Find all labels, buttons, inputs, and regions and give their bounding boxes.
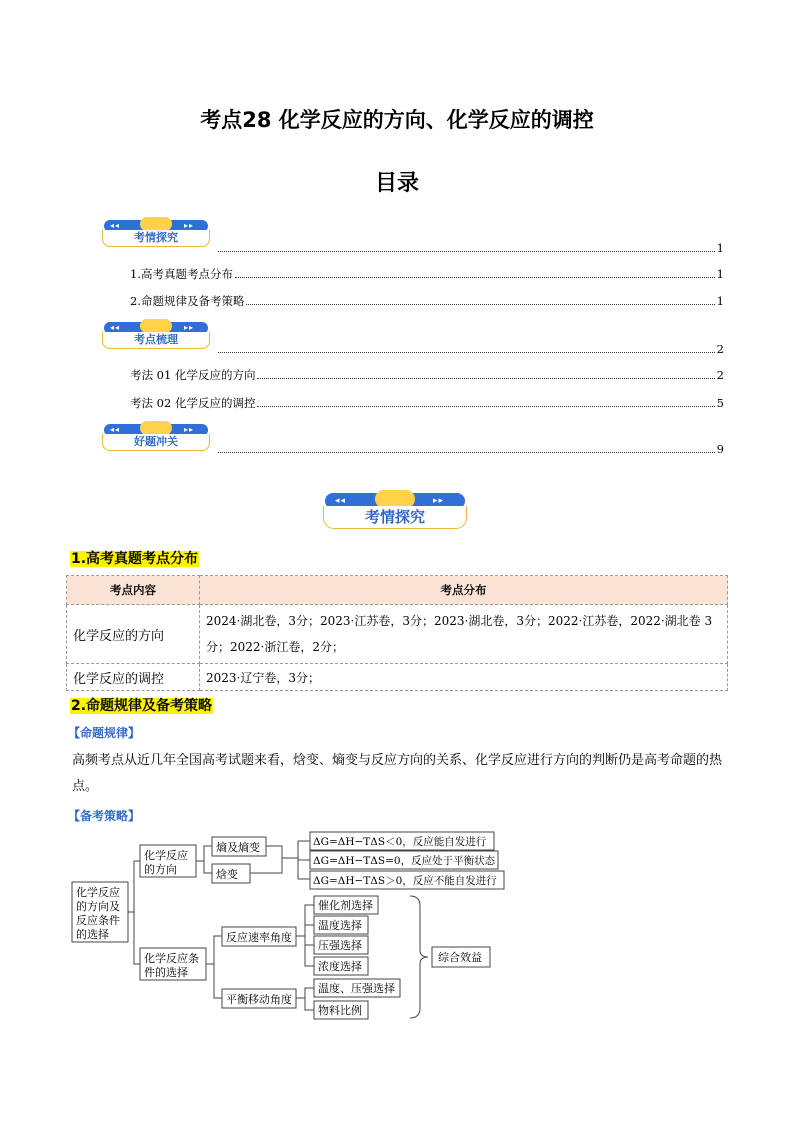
section-heading-1: 1.高考真题考点分布 <box>71 551 199 567</box>
rule-label: 【命题规律】 <box>68 726 141 740</box>
toc-title: 目录 <box>374 171 419 196</box>
diagram-gibbs: ΔG=ΔH−TΔS＞0，反应不能自发进行 <box>313 875 497 887</box>
diagram-root-line: 的方向及 <box>76 900 120 913</box>
toc-badge-2: ◂◂ ▸▸ 考点梳理 <box>102 322 210 350</box>
diagram-result: 综合效益 <box>438 951 482 964</box>
toc-badge-1: ◂◂ ▸▸ 考情探究 <box>102 220 210 248</box>
table-header: 考点内容 <box>67 576 200 605</box>
diagram-branch1-line: 化学反应 <box>144 849 188 862</box>
diagram-gibbs: ΔG=ΔH−TΔS=0，反应处于平衡状态 <box>313 855 496 867</box>
diagram-rate-item: 温度选择 <box>318 919 362 932</box>
diagram-eq-item: 物料比例 <box>318 1004 362 1017</box>
section-badge: ◂◂ ▸▸ 考情探究 <box>323 493 469 531</box>
diagram-rate-item: 催化剂选择 <box>318 899 373 912</box>
toc-entry[interactable]: 2.命题规律及备考策略 1 <box>130 294 724 308</box>
toc-page: 5 <box>716 396 724 410</box>
toc-page: 1 <box>716 241 724 255</box>
table-cell: 化学反应的方向 <box>67 605 200 664</box>
diagram-branch2-line: 件的选择 <box>144 966 188 979</box>
toc-page: 2 <box>716 342 724 356</box>
diagram-enthalpy: 焓变 <box>216 868 238 881</box>
diagram-root-line: 反应条件 <box>76 914 120 927</box>
rule-text: 高频考点从近几年全国高考试题来看，焓变、熵变与反应方向的关系、化学反应进行方向的判断仍是高考命题的热点。 <box>72 753 723 794</box>
toc-badge-3: ◂◂ ▸▸ 好题冲关 <box>102 424 210 452</box>
toc-page: 9 <box>716 442 724 456</box>
toc-entry[interactable]: 考法 02 化学反应的调控 5 <box>130 396 724 410</box>
diagram-rate-item: 压强选择 <box>318 939 362 952</box>
toc-page: 1 <box>716 294 724 308</box>
page-title: 考点28 化学反应的方向、化学反应的调控 <box>200 108 594 132</box>
diagram-branch1-line: 的方向 <box>144 863 177 876</box>
table-header: 考点分布 <box>200 576 728 605</box>
table-cell: 2024·湖北卷，3分；2023·江苏卷，3分；2023·湖北卷，3分；2022·江苏卷，2022·湖北卷 3分；2022·浙江卷，2分； <box>200 605 728 664</box>
table-cell: 化学反应的调控 <box>67 664 200 691</box>
diagram-rate-angle: 反应速率角度 <box>226 931 292 944</box>
toc-page: 1 <box>716 267 724 281</box>
diagram-gibbs: ΔG=ΔH−TΔS＜0，反应能自发进行 <box>313 836 487 848</box>
diagram-branch2-line: 化学反应条 <box>144 952 199 965</box>
toc-page: 2 <box>716 368 724 382</box>
diagram-eq-angle: 平衡移动角度 <box>226 993 292 1006</box>
strategy-label: 【备考策略】 <box>68 809 141 823</box>
section-heading-2: 2.命题规律及备考策略 <box>71 698 213 714</box>
diagram-rate-item: 浓度选择 <box>318 960 362 973</box>
diagram-entropy: 熵及熵变 <box>216 841 260 854</box>
diagram-root-line: 化学反应 <box>76 886 120 899</box>
table-cell: 2023·辽宁卷，3分； <box>200 664 728 691</box>
diagram-root-line: 的选择 <box>76 928 109 941</box>
toc-entry[interactable]: 考法 01 化学反应的方向 2 <box>130 368 724 382</box>
toc-entry[interactable]: 1.高考真题考点分布 1 <box>130 267 724 281</box>
diagram-eq-item: 温度、压强选择 <box>318 982 395 995</box>
